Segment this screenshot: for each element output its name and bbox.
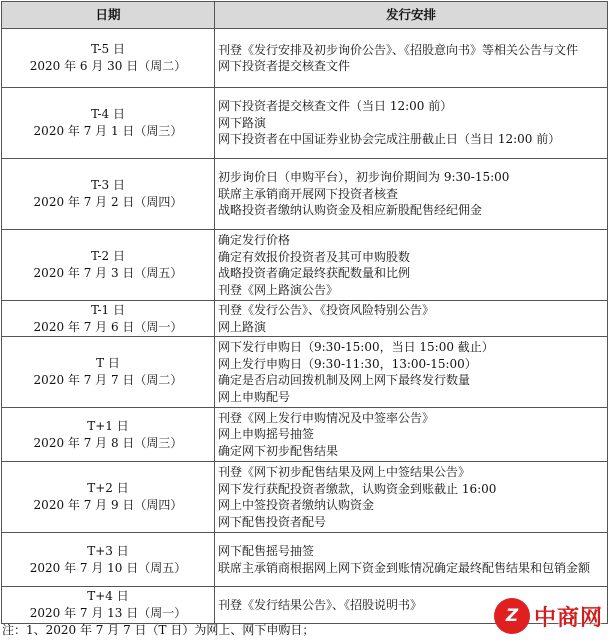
arrangement-item: 初步询价日（申购平台），初步询价期间为 9:30-15:00 xyxy=(218,170,510,185)
day-label: T-3 日 xyxy=(91,178,125,192)
date-cell xyxy=(2,337,215,408)
date-cell xyxy=(2,533,215,587)
brand-name: 中商网 xyxy=(533,605,603,631)
arrangement-cell xyxy=(215,337,608,408)
arrangement-item: 联席主承销商根据网上网下资金到账情况确定最终配售结果和包销金额 xyxy=(218,560,591,575)
day-label: T+3 日 xyxy=(87,543,129,558)
calendar-date: 2020 年 7 月 2 日（周四） xyxy=(33,195,183,209)
arrangement-item: 确定网下初步配售结果 xyxy=(218,443,339,458)
arrangement-item: 刊登《网上发行申购情况及中签率公告》 xyxy=(218,410,435,425)
calendar-date: 2020 年 7 月 8 日（周三） xyxy=(33,435,183,450)
date-cell xyxy=(2,88,215,159)
arrangement-cell xyxy=(215,408,608,462)
arrangement-item: 网下发行申购日（9:30-15:00，当日 15:00 截止） xyxy=(218,340,494,354)
arrangement-item: 网上申购摇号抽签 xyxy=(218,427,315,442)
day-label: T+2 日 xyxy=(87,481,129,495)
issuance-schedule-table xyxy=(1,1,608,624)
table-row xyxy=(2,29,608,88)
arrangement-item: 网下投资者提交核查文件（当日 12:00 前） xyxy=(218,99,453,114)
site-watermark xyxy=(494,598,603,634)
day-label: T+1 日 xyxy=(87,418,129,433)
arrangement-cell xyxy=(215,88,608,159)
arrangement-cell xyxy=(215,533,608,587)
date-cell xyxy=(2,29,215,88)
arrangement-item: 网下投资者在中国证券业协会完成注册截止日（当日 12:00 前） xyxy=(218,132,561,147)
calendar-date: 2020 年 7 月 1 日（周三） xyxy=(33,124,183,138)
day-label: T-4 日 xyxy=(91,107,125,121)
day-label: T 日 xyxy=(96,356,120,370)
footnote: 注：1、2020 年 7 月 7 日（T 日）为网上、网下申购日； xyxy=(2,623,315,637)
arrangement-item: 网下配售投资者配号 xyxy=(218,514,327,529)
table-header-row xyxy=(2,2,608,29)
date-cell xyxy=(2,301,215,337)
arrangement-item: 网下投资者提交核查文件 xyxy=(218,59,351,73)
arrangement-item: 刊登《网下初步配售结果及网上中签结果公告》 xyxy=(218,465,471,479)
arrangement-item: 刊登《发行结果公告》、《招股说明书》 xyxy=(218,597,423,612)
arrangement-item: 战略投资者缴纳认购资金及相应新股配售经纪佣金 xyxy=(218,203,483,218)
arrangement-item: 网下配售摇号抽签 xyxy=(218,544,315,558)
arrangement-item: 战略投资者确定最终获配数量和比例 xyxy=(218,266,411,280)
calendar-date: 2020 年 7 月 6 日（周一） xyxy=(33,319,183,334)
arrangement-cell xyxy=(215,29,608,88)
arrangement-item: 网上申购配号 xyxy=(218,389,291,404)
date-cell xyxy=(2,230,215,301)
day-label: T+4 日 xyxy=(87,589,129,603)
arrangement-cell xyxy=(215,301,608,337)
calendar-date: 2020 年 6 月 30 日（周二） xyxy=(29,59,187,73)
calendar-date: 2020 年 7 月 13 日（周一） xyxy=(29,606,187,620)
date-cell xyxy=(2,462,215,533)
brand-logo-icon xyxy=(494,598,530,634)
arrangement-item: 网上发行申购日（9:30-11:30，13:00-15:00） xyxy=(218,356,477,371)
header-arrangement: 发行安排 xyxy=(215,2,608,29)
arrangement-cell xyxy=(215,159,608,230)
arrangement-item: 确定发行价格 xyxy=(218,233,291,247)
date-cell xyxy=(2,408,215,462)
day-label: T-5 日 xyxy=(91,42,125,56)
table-row xyxy=(2,159,608,230)
arrangement-item: 刊登《发行安排及初步询价公告》、《招股意向书》等相关公告与文件 xyxy=(218,42,579,57)
day-label: T-1 日 xyxy=(91,302,125,317)
arrangement-item: 网下路演 xyxy=(218,115,267,130)
arrangement-cell xyxy=(215,462,608,533)
calendar-date: 2020 年 7 月 3 日（周五） xyxy=(33,266,183,280)
header-date: 日期 xyxy=(2,2,215,29)
arrangement-item: 确定是否启动回拨机制及网上网下最终发行数量 xyxy=(218,373,471,387)
arrangement-item: 网下发行获配投资者缴款，认购资金到账截止 16:00 xyxy=(218,481,497,496)
arrangement-item: 刊登《网上路演公告》 xyxy=(218,282,339,297)
arrangement-item: 网上路演 xyxy=(218,319,267,334)
arrangement-cell xyxy=(215,230,608,301)
date-cell xyxy=(2,159,215,230)
brand-logo-glyph: Z xyxy=(505,606,519,626)
calendar-date: 2020 年 7 月 10 日（周五） xyxy=(29,560,187,575)
calendar-date: 2020 年 7 月 9 日（周四） xyxy=(33,498,183,512)
arrangement-item: 刊登《发行公告》、《投资风险特别公告》 xyxy=(218,303,435,317)
table-row xyxy=(2,337,608,408)
day-label: T-2 日 xyxy=(91,249,125,263)
table-row xyxy=(2,88,608,159)
arrangement-item: 联席主承销商开展网下投资者核查 xyxy=(218,186,399,201)
table-row xyxy=(2,462,608,533)
date-cell xyxy=(2,587,215,624)
arrangement-item: 确定有效报价投资者及其可申购股数 xyxy=(218,249,411,264)
calendar-date: 2020 年 7 月 7 日（周二） xyxy=(33,373,183,387)
table-row xyxy=(2,301,608,337)
table-row xyxy=(2,533,608,587)
table-row xyxy=(2,230,608,301)
arrangement-item: 网上中签投资者缴纳认购资金 xyxy=(218,498,375,512)
table-row xyxy=(2,408,608,462)
